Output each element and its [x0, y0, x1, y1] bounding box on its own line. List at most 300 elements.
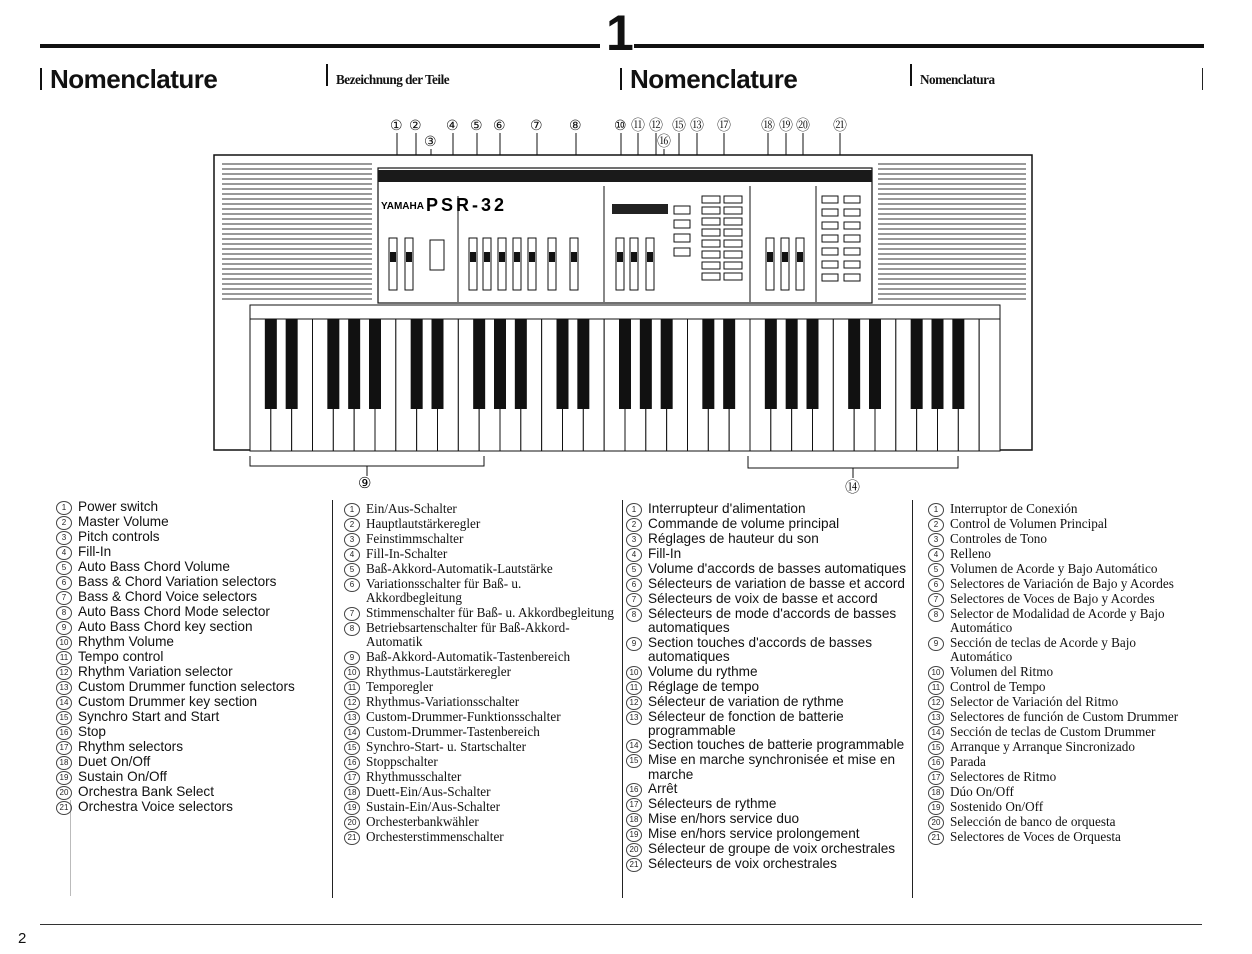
item-number-badge: 5 — [56, 561, 72, 575]
list-item-fr — [626, 502, 912, 517]
list-item-es — [928, 607, 1200, 636]
column-rule-2 — [622, 500, 623, 898]
orchestra-button — [844, 196, 860, 203]
list-item-de — [344, 680, 616, 695]
nomenclature-list-fr — [626, 502, 912, 872]
item-text: Réglage de tempo — [648, 678, 760, 694]
item-number-badge: 1 — [344, 503, 360, 517]
item-text: Fill-In-Schalter — [366, 546, 448, 561]
item-text: Rhythmus-Variationsschalter — [366, 693, 520, 709]
black-key — [286, 319, 298, 409]
list-item-fr — [626, 577, 912, 592]
item-text: Sélecteurs de voix de basse et accord — [648, 591, 878, 606]
item-text: Commande de volume principal — [648, 516, 840, 531]
item-text: Orchesterbankwähler — [366, 813, 479, 829]
drummer-button — [674, 234, 690, 242]
rhythm-button — [724, 273, 742, 280]
item-number-badge: 15 — [56, 711, 72, 725]
item-text: Volume d'accords de basses automatiques — [648, 561, 907, 576]
item-number-badge: 10 — [344, 666, 360, 680]
pitch-control — [430, 240, 444, 270]
black-key — [515, 319, 527, 409]
list-item-en — [56, 680, 328, 695]
list-item-es — [928, 636, 1200, 665]
black-key — [786, 319, 798, 409]
item-number-badge: 8 — [56, 606, 72, 620]
list-item-es — [928, 547, 1200, 562]
item-number-badge: 13 — [928, 711, 944, 725]
black-key — [807, 319, 819, 409]
item-text: Power switch — [78, 499, 159, 514]
orchestra-button — [844, 235, 860, 242]
item-text: Selector de Variación del Ritmo — [950, 693, 1119, 709]
item-text: Auto Bass Chord Mode selector — [78, 604, 270, 619]
list-item-fr — [626, 753, 912, 782]
item-text: Sélecteurs de mode d'accords de basses automatiques — [648, 606, 897, 636]
column-rule-3 — [912, 500, 913, 898]
callout-label: ⑦ — [530, 117, 543, 133]
slider-knob — [529, 252, 535, 262]
item-number-badge: 15 — [928, 741, 944, 755]
callout-label: ④ — [446, 117, 459, 133]
callout-label: ⑧ — [569, 117, 582, 133]
slider-track — [630, 238, 638, 290]
item-text: Selectores de Ritmo — [950, 768, 1057, 784]
list-item-fr — [626, 695, 912, 710]
list-item-en — [56, 650, 328, 665]
item-text: Sélecteur de variation de rythme — [648, 693, 844, 709]
item-text: Section touches d'accords de basses automatiques — [648, 634, 873, 665]
svg-text:YAMAHA: YAMAHA — [381, 201, 424, 212]
callout-labels — [390, 117, 847, 149]
black-key — [494, 319, 506, 409]
list-item-fr — [626, 532, 912, 547]
item-text: Baß-Akkord-Automatik-Tastenbereich — [366, 648, 571, 664]
orchestra-button — [822, 196, 838, 203]
item-number-badge: 7 — [344, 607, 360, 621]
list-item-es — [928, 502, 1200, 517]
slider-track — [766, 238, 774, 290]
item-number-badge: 2 — [626, 518, 642, 532]
item-text: Selector de Modalidad de Acorde y Bajo Automático — [950, 606, 1165, 636]
list-item-fr — [626, 680, 912, 695]
list-item-de — [344, 665, 616, 680]
item-number-badge: 19 — [344, 801, 360, 815]
black-key — [932, 319, 944, 409]
list-item-es — [928, 770, 1200, 785]
item-text: Variationsschalter für Baß- u. Akkordbegleitung — [366, 576, 522, 606]
rhythm-button — [724, 251, 742, 258]
list-item-de — [344, 517, 616, 532]
item-text: Sección de teclas de Custom Drummer — [950, 723, 1156, 739]
item-text: Fill-In — [648, 546, 682, 561]
item-text: Mise en/hors service duo — [648, 811, 800, 827]
slider-track — [528, 238, 536, 290]
item-number-badge: 19 — [928, 801, 944, 815]
item-text: Auto Bass Chord Volume — [78, 559, 230, 574]
item-number-badge: 8 — [344, 622, 360, 636]
list-item-en — [56, 755, 328, 770]
item-number-badge: 7 — [928, 593, 944, 607]
item-number-badge: 6 — [626, 578, 642, 592]
item-text: Volumen del Ritmo — [950, 663, 1054, 679]
item-text: Synchro-Start- u. Startschalter — [366, 738, 527, 754]
item-number-badge: 21 — [928, 831, 944, 845]
list-item-fr — [626, 665, 912, 680]
slider-knob — [499, 252, 505, 262]
item-number-badge: 15 — [344, 741, 360, 755]
item-text: Tempo control — [78, 649, 164, 664]
list-item-de — [344, 740, 616, 755]
item-number-badge: 20 — [56, 786, 72, 800]
slider-knob — [767, 252, 773, 262]
item-text: Control de Volumen Principal — [950, 516, 1108, 531]
black-key — [661, 319, 673, 409]
slider-knob — [571, 252, 577, 262]
list-item-en — [56, 545, 328, 560]
black-key — [348, 319, 360, 409]
item-text: Synchro Start and Start — [78, 709, 220, 724]
item-text: Parada — [950, 753, 986, 769]
list-item-fr — [626, 738, 912, 753]
item-number-badge: 6 — [344, 578, 360, 592]
item-number-badge: 19 — [626, 828, 642, 842]
item-text: Section touches de batterie programmable — [648, 737, 905, 753]
orchestra-button — [822, 261, 838, 268]
rhythm-button — [724, 229, 742, 236]
white-key — [979, 319, 1000, 451]
item-number-badge: 14 — [626, 739, 642, 753]
list-item-es — [928, 710, 1200, 725]
item-text: Orchestra Voice selectors — [78, 799, 233, 814]
list-item-de — [344, 547, 616, 562]
item-text: Interrupteur d'alimentation — [648, 501, 806, 516]
black-key — [869, 319, 881, 409]
item-number-badge: 11 — [344, 681, 360, 695]
slider-track — [405, 238, 413, 290]
slider-track — [616, 238, 624, 290]
item-number-badge: 11 — [928, 681, 944, 695]
item-text: Fill-In — [78, 544, 112, 559]
rhythm-button — [724, 240, 742, 247]
item-text: Rhythmusschalter — [366, 768, 462, 784]
list-item-es — [928, 577, 1200, 592]
list-item-en — [56, 515, 328, 530]
item-text: Orchesterstimmenschalter — [366, 828, 504, 844]
callout-label: ⑥ — [493, 117, 506, 133]
display-window — [612, 204, 668, 214]
item-text: Rhythm selectors — [78, 739, 184, 754]
slider-track — [498, 238, 506, 290]
item-number-badge: 1 — [626, 503, 642, 517]
rhythm-button — [702, 207, 720, 214]
item-number-badge: 3 — [928, 533, 944, 547]
item-text: Pitch controls — [78, 529, 160, 544]
item-text: Selectores de función de Custom Drummer — [950, 708, 1179, 724]
black-key — [327, 319, 339, 409]
black-key — [619, 319, 631, 409]
item-text: Custom Drummer function selectors — [78, 679, 295, 694]
list-item-en — [56, 785, 328, 800]
black-key — [557, 319, 569, 409]
item-number-badge: 1 — [928, 503, 944, 517]
item-number-badge: 17 — [928, 771, 944, 785]
title-en-text: Nomenclature — [50, 64, 218, 94]
list-item-de — [344, 755, 616, 770]
item-text: Temporegler — [366, 678, 434, 694]
item-number-badge: 19 — [56, 771, 72, 785]
item-text: Sélecteurs de variation de basse et accord — [648, 576, 905, 591]
item-number-badge: 18 — [928, 786, 944, 800]
orchestra-button — [844, 209, 860, 216]
top-strip — [378, 170, 872, 182]
rhythm-button — [702, 262, 720, 269]
slider-knob — [617, 252, 623, 262]
black-key — [577, 319, 589, 409]
callout-label: ③ — [424, 133, 437, 149]
black-key — [848, 319, 860, 409]
item-text: Mise en marche synchronisée et mise en marche — [648, 752, 896, 782]
slider-knob — [406, 252, 412, 262]
rhythm-button — [702, 240, 720, 247]
black-key — [765, 319, 777, 409]
orchestra-button — [822, 209, 838, 216]
slider-track — [548, 238, 556, 290]
item-number-badge: 8 — [928, 608, 944, 622]
item-text: Bass & Chord Voice selectors — [78, 589, 258, 604]
item-number-badge: 20 — [626, 843, 642, 857]
list-item-en — [56, 635, 328, 650]
item-text: Arranque y Arranque Sincronizado — [950, 738, 1135, 754]
orchestra-button — [822, 274, 838, 281]
black-key — [411, 319, 423, 409]
list-item-de — [344, 562, 616, 577]
item-text: Auto Bass Chord key section — [78, 619, 253, 634]
item-number-badge: 3 — [344, 533, 360, 547]
list-item-fr — [626, 797, 912, 812]
title-es-text: Nomenclatura — [920, 72, 995, 87]
item-number-badge: 15 — [626, 754, 642, 768]
callout-label: ⑤ — [470, 117, 483, 133]
list-item-es — [928, 680, 1200, 695]
item-number-badge: 8 — [626, 608, 642, 622]
key-strip — [250, 305, 1000, 319]
item-text: Réglages de hauteur du son — [648, 531, 819, 546]
item-text: Volumen de Acorde y Bajo Automático — [950, 561, 1158, 576]
footer-rule — [40, 924, 1202, 925]
list-item-fr — [626, 812, 912, 827]
item-number-badge: 6 — [928, 578, 944, 592]
item-number-badge: 13 — [626, 711, 642, 725]
item-text: Selectores de Variación de Bajo y Acordes — [950, 576, 1174, 591]
callout-label: ② — [409, 117, 422, 133]
item-text: Betriebsartenschalter für Baß-Akkord-Automatik — [366, 619, 570, 650]
item-number-badge: 11 — [626, 681, 642, 695]
item-number-badge: 5 — [626, 563, 642, 577]
list-item-fr — [626, 562, 912, 577]
callout-label: ⑰ — [717, 117, 731, 133]
item-number-badge: 21 — [56, 801, 72, 815]
callout-9: ⑨ — [358, 475, 372, 492]
item-text: Custom-Drummer-Tastenbereich — [366, 723, 540, 739]
list-item-en — [56, 560, 328, 575]
list-item-de — [344, 800, 616, 815]
list-item-de — [344, 532, 616, 547]
list-item-en — [56, 575, 328, 590]
rhythm-button — [724, 262, 742, 269]
drummer-button — [674, 206, 690, 214]
item-number-badge: 1 — [56, 501, 72, 515]
list-item-en — [56, 530, 328, 545]
item-number-badge: 2 — [344, 518, 360, 532]
list-item-es — [928, 740, 1200, 755]
item-number-badge: 10 — [56, 636, 72, 650]
item-number-badge: 20 — [928, 816, 944, 830]
item-number-badge: 16 — [56, 726, 72, 740]
list-item-en — [56, 605, 328, 620]
drummer-button — [674, 220, 690, 228]
slider-track — [570, 238, 578, 290]
item-text: Arrêt — [648, 781, 678, 797]
slider-track — [469, 238, 477, 290]
rhythm-button — [702, 273, 720, 280]
item-number-badge: 12 — [344, 696, 360, 710]
list-item-en — [56, 500, 328, 515]
callout-label: ① — [390, 117, 403, 133]
item-number-badge: 4 — [626, 548, 642, 562]
item-number-badge: 18 — [344, 786, 360, 800]
callout-label: ⑱ — [761, 117, 775, 133]
item-number-badge: 21 — [344, 831, 360, 845]
list-item-de — [344, 695, 616, 710]
list-item-es — [928, 755, 1200, 770]
callout-label: ⑪ — [631, 117, 645, 133]
item-text: Rhythmus-Lautstärkeregler — [366, 663, 512, 679]
rhythm-button — [724, 196, 742, 203]
list-item-de — [344, 710, 616, 725]
item-text: Ein/Aus-Schalter — [366, 501, 457, 516]
item-number-badge: 17 — [56, 741, 72, 755]
item-number-badge: 4 — [56, 546, 72, 560]
item-number-badge: 7 — [56, 591, 72, 605]
slider-track — [483, 238, 491, 290]
callout-label: ⑳ — [796, 117, 810, 133]
list-item-de — [344, 725, 616, 740]
orchestra-button — [822, 248, 838, 255]
list-item-fr — [626, 842, 912, 857]
item-text: Duet On/Off — [78, 754, 151, 769]
item-number-badge: 10 — [928, 666, 944, 680]
slider-track — [781, 238, 789, 290]
item-number-badge: 12 — [626, 696, 642, 710]
list-item-en — [56, 665, 328, 680]
list-item-fr — [626, 547, 912, 562]
item-text: Custom Drummer key section — [78, 694, 258, 709]
list-item-es — [928, 562, 1200, 577]
item-text: Baß-Akkord-Automatik-Lautstärke — [366, 561, 553, 576]
item-text: Bass & Chord Variation selectors — [78, 574, 277, 589]
slider-track — [646, 238, 654, 290]
item-number-badge: 18 — [626, 813, 642, 827]
item-number-badge: 2 — [928, 518, 944, 532]
black-key — [432, 319, 444, 409]
list-item-es — [928, 725, 1200, 740]
item-number-badge: 12 — [928, 696, 944, 710]
orchestra-button — [844, 261, 860, 268]
item-number-badge: 3 — [56, 531, 72, 545]
item-number-badge: 9 — [626, 637, 642, 651]
item-text: Stimmenschalter für Baß- u. Akkordbegleitung — [366, 604, 614, 620]
chapter-number: 1 — [606, 5, 634, 61]
item-number-badge: 14 — [56, 696, 72, 710]
nomenclature-list-en — [56, 500, 328, 815]
item-number-badge: 14 — [928, 726, 944, 740]
item-text: Sélecteur de groupe de voix orchestrales — [648, 841, 896, 857]
item-number-badge: 21 — [626, 858, 642, 872]
orchestra-button — [844, 248, 860, 255]
list-item-de — [344, 606, 616, 621]
bracket-9 — [250, 456, 484, 476]
callout-14: ⑭ — [845, 479, 861, 496]
list-item-en — [56, 725, 328, 740]
list-item-en — [56, 740, 328, 755]
black-key — [702, 319, 714, 409]
list-item-de — [344, 785, 616, 800]
list-item-en — [56, 770, 328, 785]
black-key — [723, 319, 735, 409]
list-item-fr — [626, 857, 912, 872]
list-item-fr — [626, 710, 912, 739]
svg-text:PSR-32: PSR-32 — [426, 195, 508, 215]
item-number-badge: 17 — [344, 771, 360, 785]
item-number-badge: 4 — [928, 548, 944, 562]
item-number-badge: 5 — [928, 563, 944, 577]
title-de-text: Bezeichnung der Teile — [336, 72, 450, 87]
item-text: Orchestra Bank Select — [78, 784, 214, 799]
list-item-fr — [626, 592, 912, 607]
item-text: Feinstimmschalter — [366, 531, 464, 546]
list-item-de — [344, 577, 616, 606]
item-text: Custom-Drummer-Funktionsschalter — [366, 708, 561, 724]
slider-track — [389, 238, 397, 290]
item-text: Stop — [78, 724, 106, 739]
item-number-badge: 17 — [626, 798, 642, 812]
item-number-badge: 12 — [56, 666, 72, 680]
list-item-de — [344, 502, 616, 517]
slider-track — [796, 238, 804, 290]
item-number-badge: 9 — [928, 637, 944, 651]
orchestra-button — [822, 235, 838, 242]
list-item-es — [928, 665, 1200, 680]
slider-knob — [797, 252, 803, 262]
list-item-fr — [626, 827, 912, 842]
callout-label: ⑫ — [649, 117, 663, 133]
nomenclature-list-es — [928, 502, 1200, 845]
list-item-es — [928, 785, 1200, 800]
list-item-en — [56, 620, 328, 635]
bracket-14 — [748, 456, 958, 478]
black-key — [911, 319, 923, 409]
item-number-badge: 20 — [344, 816, 360, 830]
list-item-fr — [626, 517, 912, 532]
callout-label: ⑩ — [614, 117, 627, 133]
item-text: Mise en/hors service prolongement — [648, 826, 860, 842]
item-number-badge: 10 — [626, 666, 642, 680]
item-number-badge: 5 — [344, 563, 360, 577]
list-item-de — [344, 650, 616, 665]
item-text: Sélecteur de fonction de batterie programmable — [648, 708, 844, 739]
item-text: Duett-Ein/Aus-Schalter — [366, 783, 491, 799]
